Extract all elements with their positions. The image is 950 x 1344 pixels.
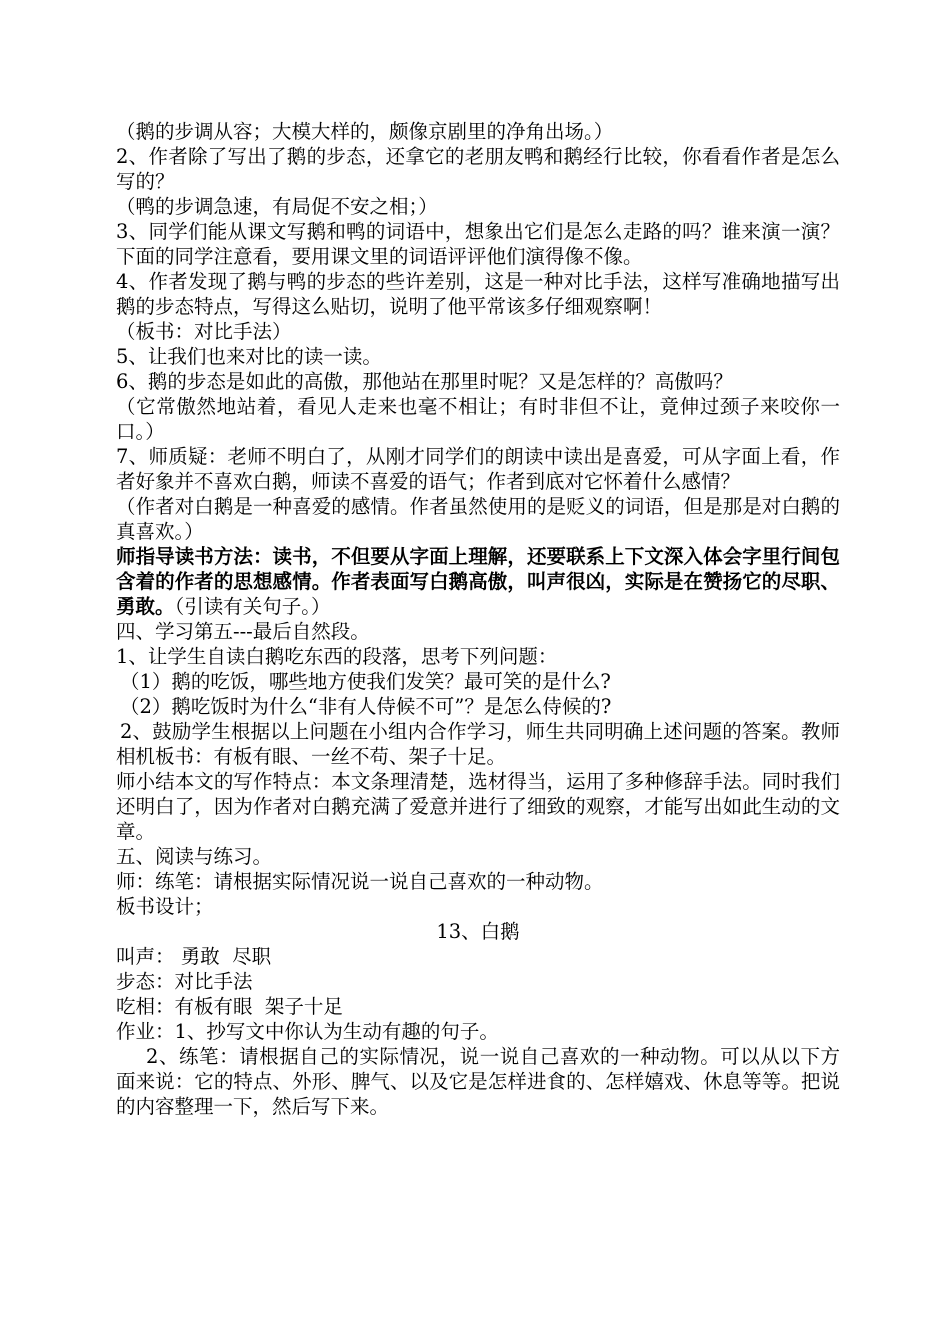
paragraph: 2、作者除了写出了鹅的步态，还拿它的老朋友鸭和鹅经行比较，你看看作者是怎么写的？ (116, 145, 840, 193)
plain-text: （引读有关句子。） (174, 595, 331, 618)
homework-line: 2、练笔：请根据自己的实际情况，说一说自己喜欢的一种动物。可以从以下方面来说：它的特点、外形、脾气、以及它是怎样进食的、怎样嬉戏、休息等等。把说的内容整理一下，然后写下来。 (116, 1045, 840, 1118)
paragraph: 4、作者发现了鹅与鸭的步态的些许差别，这是一种对比手法，这样写准确地描写出鹅的步态特点，写得这么贴切，说明了他平常该多仔细观察啊！ (116, 270, 840, 318)
section-heading: 五、阅读与练习。 (116, 845, 273, 868)
paragraph: （它常傲然地站着，看见人走来也毫不相让；有时非但不让，竟伸过颈子来咬你一口。） (116, 395, 840, 443)
paragraph: 6、鹅的步态是如此的高傲，那他站在那里时呢？又是怎样的？高傲吗？ (116, 370, 733, 393)
paragraph: 3、同学们能从课文写鹅和鸭的词语中，想象出它们是怎么走路的吗？谁来演一演？下面的同学注意看，要用课文里的词语评评他们演得像不像。 (116, 220, 840, 268)
paragraph: （1）鹅的吃饭，哪些地方使我们发笑？最可笑的是什么? (120, 670, 611, 693)
bold-text: 师指导读书方法：读书，不但要从字面上理解，还要联系上下文深入体会字里行间包含着的作者的思想感情。作者表面写白鹅高傲，叫声很凶，实际是在赞扬它的尽职、勇敢。 (116, 545, 840, 618)
section-heading: 四、学习第五---最后自然段。 (116, 620, 370, 643)
board-line: 叫声： 勇敢 尽职 (116, 945, 272, 968)
paragraph: 2、鼓励学生根据以上问题在小组内合作学习，师生共同明确上述问题的答案。教师相机板书：有板有眼、一丝不苟、架子十足。 (116, 720, 840, 768)
homework-line: 作业：1、抄写文中你认为生动有趣的句子。 (116, 1020, 499, 1043)
paragraph: （鸭的步调急速，有局促不安之相；） (116, 195, 438, 218)
paragraph: 1、让学生自读白鹅吃东西的段落，思考下列问题： (116, 645, 558, 668)
paragraph: 板书设计； (116, 895, 214, 918)
paragraph: （2）鹅吃饭时为什么“非有人侍候不可”？是怎么侍候的? (120, 695, 612, 718)
board-line: 步态：对比手法 (116, 970, 253, 993)
document-page (116, 119, 840, 1119)
paragraph: 7、师质疑：老师不明白了，从刚才同学们的朗读中读出是喜爱，可从字面上看，作者好象并不喜欢白鹅，师读不喜爱的语气；作者到底对它怀着什么感情？ (116, 445, 840, 493)
paragraph: 师小结本文的写作特点：本文条理清楚，选材得当，运用了多种修辞手法。同时我们还明白了，因为作者对白鹅充满了爱意并进行了细致的观察，才能写出如此生动的文章。 (116, 770, 840, 843)
paragraph: （板书：对比手法） (116, 320, 292, 343)
board-title: 13、白鹅 (436, 920, 520, 943)
paragraph: （鹅的步调从容；大模大样的，颇像京剧里的净角出场。） (116, 120, 614, 143)
paragraph: 5、让我们也来对比的读一读。 (116, 345, 382, 368)
paragraph: （作者对白鹅是一种喜爱的感情。作者虽然使用的是贬义的词语，但是那是对白鹅的真喜欢。） (116, 495, 840, 543)
board-line: 吃相：有板有眼 架子十足 (116, 995, 343, 1018)
paragraph: 师：练笔：请根据实际情况说一说自己喜欢的一种动物。 (116, 870, 604, 893)
paragraph-reading-method (116, 544, 840, 619)
